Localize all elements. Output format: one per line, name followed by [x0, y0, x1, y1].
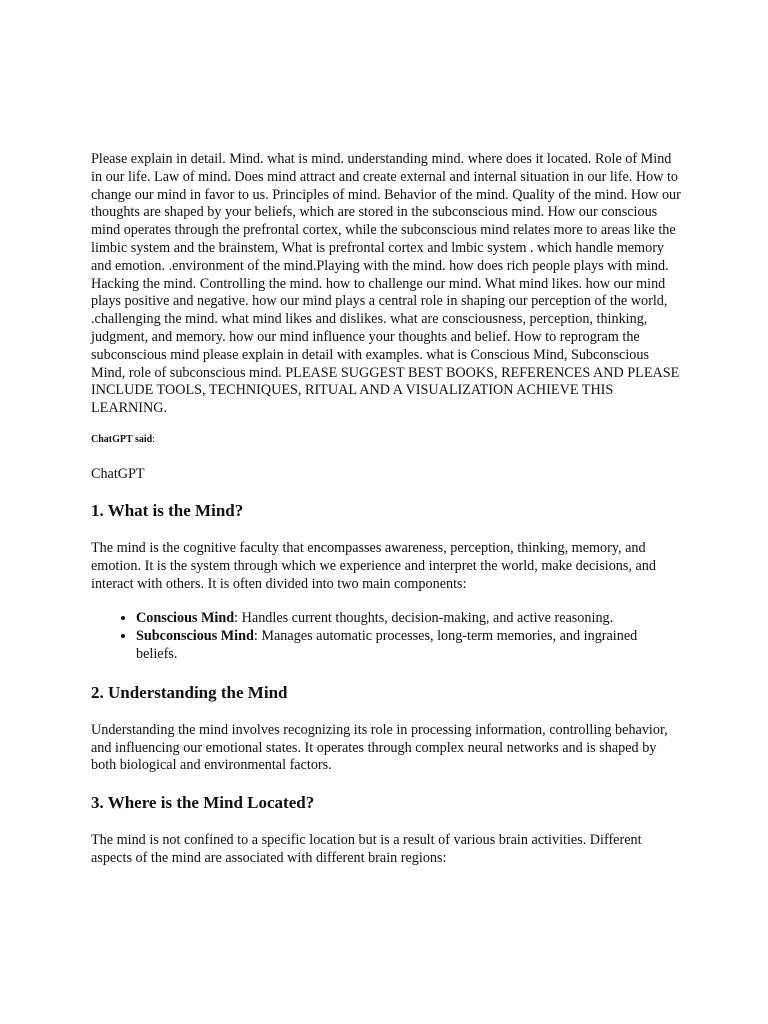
list-item-text: : Handles current thoughts, decision-making, and active reasoning. — [234, 610, 614, 627]
said-colon: : — [152, 433, 156, 445]
list-item-term: Subconscious Mind — [136, 628, 254, 645]
list-item — [136, 628, 681, 664]
section-heading-1: 1. What is the Mind? — [91, 500, 244, 520]
list-item — [136, 610, 681, 628]
response-author-label — [91, 433, 681, 447]
response-author: ChatGPT — [91, 465, 145, 482]
list-item-term: Conscious Mind — [136, 610, 235, 627]
section-heading-3: 3. Where is the Mind Located? — [91, 793, 315, 813]
section-paragraph-2: Understanding the mind involves recognizing its role in processing information, controlling behavior, and influencing our emotional states. It operates through complex neural networks and is shaped by both biological and environmental factors. — [91, 721, 668, 774]
document-page — [91, 151, 681, 868]
said-label: ChatGPT said — [91, 433, 153, 445]
list-item-text: : Manages automatic processes, long-term memories, and ingrained beliefs. — [136, 628, 638, 662]
mind-components-list — [91, 610, 681, 663]
section-heading-2: 2. Understanding the Mind — [91, 682, 288, 702]
user-prompt: Please explain in detail. Mind. what is mind. understanding mind. where does it located. Role of Mind in our life. Law of mind. Does mind attract and create external and internal situation in our life. How to change our mind in favor to us. Principles of mind. Behavior of the mind. Quality of the mind. How our thoughts are shaped by your beliefs, which are stored in the subconscious mind. How our conscious mind operates through the prefrontal cortex, while the subconscious mind relates more to areas like the limbic system and the brainstem, What is prefrontal cortex and lmbic system . which handle memory and emotion. .environment of the mind.Playing with the mind. how does rich people plays with mind. Hacking the mind. Controlling the mind. how to challenge our mind. What mind likes. how our mind plays positive and negative. how our mind plays a central role in shaping our perception of the world, .challenging the mind. what mind likes and dislikes. what are consciousness, perception, thinking, judgment, and memory. how our mind influence your thoughts and belief. How to reprogram the subconscious mind please explain in detail with examples. what is Conscious Mind, Subconscious Mind, role of subconscious mind. PLEASE SUGGEST BEST BOOKS, REFERENCES AND PLEASE INCLUDE TOOLS, TECHNIQUES, RITUAL AND A VISUALIZATION ACHIEVE THIS LEARNING. — [91, 151, 681, 417]
section-paragraph-1: The mind is the cognitive faculty that encompasses awareness, perception, thinking, memory, and emotion. It is the system through which we experience and interpret the world, make decisions, and interact with others. It is often divided into two main components: — [91, 539, 656, 592]
section-paragraph-3: The mind is not confined to a specific location but is a result of various brain activities. Different aspects of the mind are associated with different brain regions: — [91, 832, 642, 866]
